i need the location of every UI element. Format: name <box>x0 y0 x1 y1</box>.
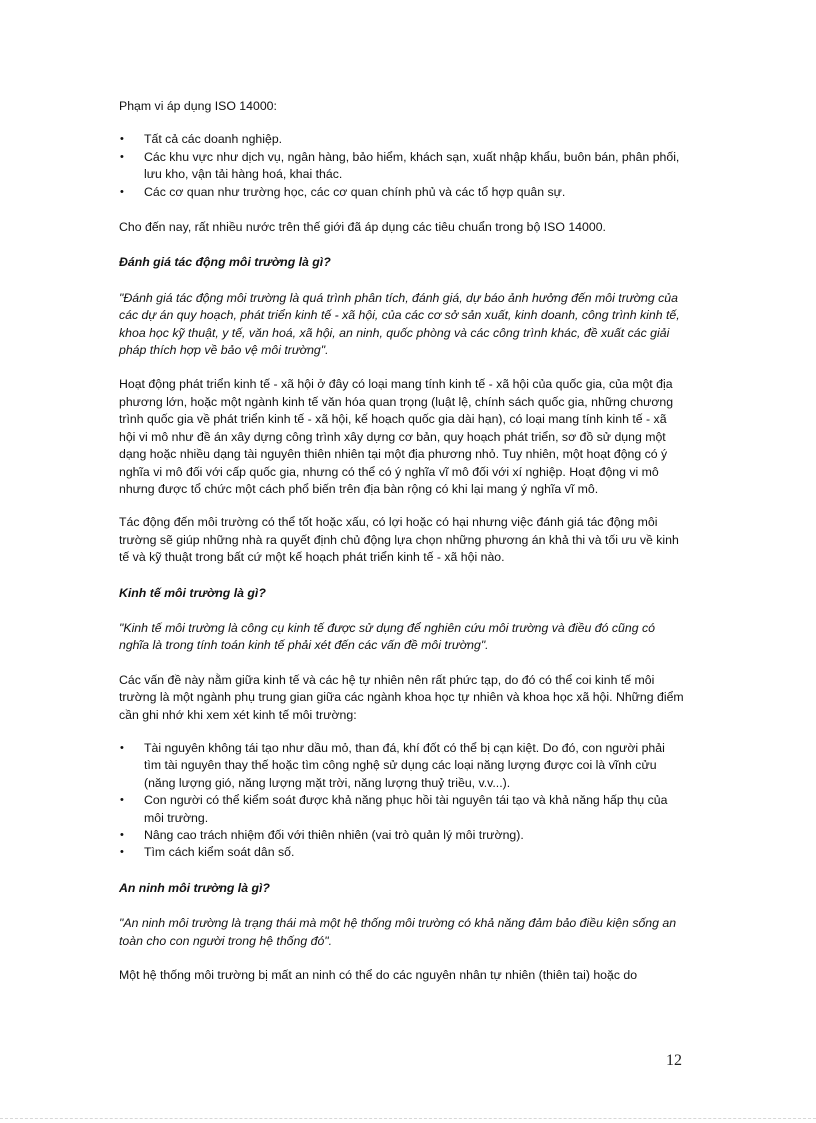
list-item: • Các khu vực như dịch vụ, ngân hàng, bảo hiểm, khách sạn, xuất nhập khẩu, buôn bán, phân phối, lưu kho, vận tải hàng hoá, khai thác. <box>120 149 680 182</box>
env-economics-paragraph: Các vấn đề này nằm giữa kinh tế và các hệ tự nhiên nên rất phức tạp, do đó có thể coi kinh tế môi trường là một ngành phụ trung gian giữa các ngành khoa học tự nhiên và khoa học xã hội. Những điểm cần ghi nhớ khi xem xét kinh tế môi trường: <box>119 672 684 722</box>
list-item: • Tất cả các doanh nghiệp. <box>140 131 685 148</box>
scope-list <box>119 131 685 201</box>
list-item: • Con người có thể kiểm soát được khả năng phục hồi tài nguyên tái tạo và khả năng hấp thụ của môi trường. <box>120 793 668 825</box>
env-security-paragraph: Một hệ thống môi trường bị mất an ninh có thể do các nguyên nhân tự nhiên (thiên tai) hoặc do <box>119 968 638 983</box>
document-body <box>119 98 685 1000</box>
list-item: • Nâng cao trách nhiệm đối với thiên nhiên (vai trò quản lý môi trường). <box>140 827 685 844</box>
footer-divider <box>0 1118 816 1119</box>
bullet-icon: • <box>120 150 124 163</box>
eia-definition: "Đánh giá tác động môi trường là quá trình phân tích, đánh giá, dự báo ảnh hưởng đến môi trường của các dự án quy hoạch, phát triển kinh tế - xã hội, của các cơ sở sản xuất, kinh doanh, công trình kinh tế, khoa học kỹ thuật, y tế, văn hoá, xã hội, an ninh, quốc phòng và các công trình khác, đề xuất các giải pháp thích hợp về bảo vệ môi trường". <box>119 290 680 358</box>
env-security-heading: An ninh môi trường là gì? <box>119 880 270 895</box>
list-item: • Các cơ quan như trường học, các cơ quan chính phủ và các tổ hợp quân sự. <box>140 184 685 201</box>
list-item: • Tài nguyên không tái tạo như dầu mỏ, than đá, khí đốt có thể bị cạn kiệt. Do đó, con người phải tìm tài nguyên thay thế hoặc tìm công nghệ sử dụng các loại năng lượng được coi là vĩnh cửu (năng lượng gió, năng lượng mặt trời, năng lượng thuỷ triều, v.v...). <box>120 740 665 790</box>
bullet-icon: • <box>120 846 124 859</box>
page-number: 12 <box>666 1052 682 1069</box>
bullet-icon: • <box>120 133 124 146</box>
list-item: • Tìm cách kiểm soát dân số. <box>140 844 685 861</box>
env-economics-definition: "Kinh tế môi trường là công cụ kinh tế được sử dụng để nghiên cứu môi trường và điều đó cũng có nghĩa là trong tính toán kinh tế phải xét đến các vấn đề môi trường". <box>119 620 655 653</box>
bullet-icon: • <box>120 829 124 841</box>
bullet-icon: • <box>120 741 124 754</box>
eia-heading: Đánh giá tác động môi trường là gì? <box>119 255 331 270</box>
scope-intro: Phạm vi áp dụng ISO 14000: <box>119 99 277 113</box>
env-economics-heading: Kinh tế môi trường là gì? <box>119 585 266 600</box>
eia-paragraph-2: Tác động đến môi trường có thể tốt hoặc xấu, có lợi hoặc có hại nhưng việc đánh giá tác động môi trường sẽ giúp những nhà ra quyết định chủ động lựa chọn những phương án khả thi và tối ưu về kinh tế và kỹ thuật trong bất cứ một kế hoạch phát triển kinh tế - xã hội nào. <box>119 515 679 565</box>
env-security-definition: "An ninh môi trường là trạng thái mà một hệ thống môi trường có khả năng đảm bảo điều kiện sống an toàn cho con người trong hệ thống đó". <box>119 916 677 948</box>
bullet-icon: • <box>120 185 124 198</box>
eia-paragraph-1: Hoạt động phát triển kinh tế - xã hội ở đây có loại mang tính kinh tế - xã hội của quốc gia, của một địa phương lớn, hoặc một ngành kinh tế văn hóa quan trọng (luật lệ, chính sách quốc gia, những chương trình quốc gia về phát triển kinh tế - xã hội, kế hoạch quốc gia dài hạn), có loại mang tính kinh tế - xã hội vi mô như đề án xây dựng công trình xây dựng cơ bản, quy hoạch phát triển, sơ đồ sử dụng một dạng hoặc nhiều dạng tài nguyên thiên nhiên tại một địa phương nhỏ. Tuy nhiên, một hoạt động có ý nghĩa vi mô đối với cấp quốc gia, nhưng có thể có ý nghĩa vĩ mô đối với xí nghiệp. Hoạt động vi mô nhưng được tổ chức một cách phổ biến trên địa bàn rộng có khi lại mang ý nghĩa vĩ mô. <box>119 377 674 496</box>
env-economics-list <box>119 740 685 862</box>
bullet-icon: • <box>120 794 124 807</box>
adoption-paragraph: Cho đến nay, rất nhiều nước trên thế giới đã áp dụng các tiêu chuẩn trong bộ ISO 14000. <box>119 220 606 235</box>
